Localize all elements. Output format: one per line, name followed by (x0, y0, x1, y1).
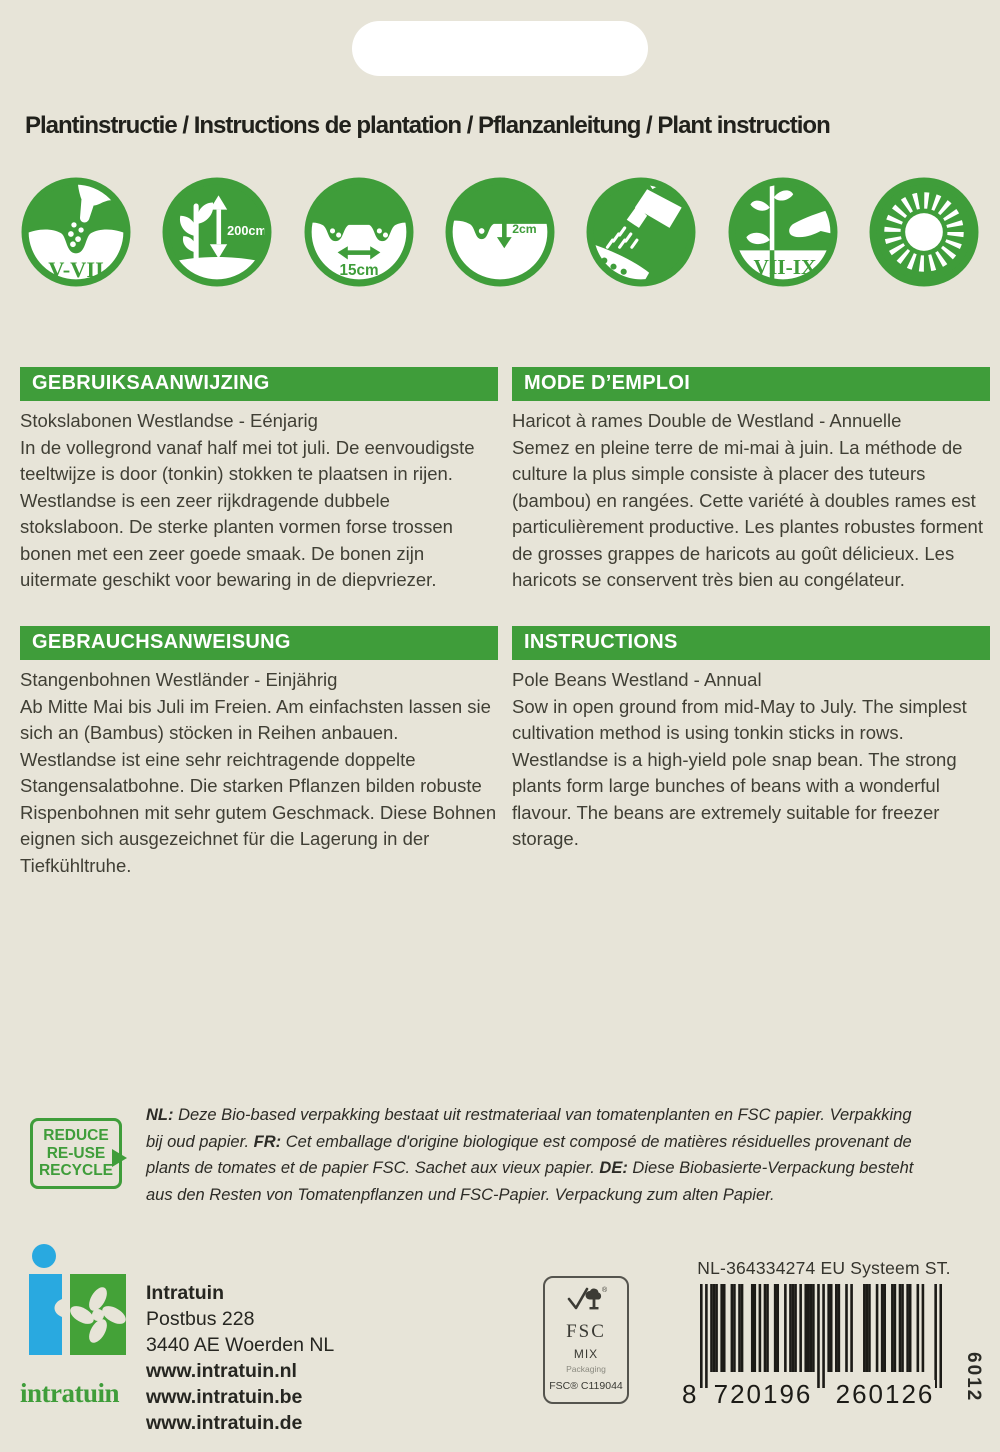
instruction-block-en (512, 626, 990, 853)
recycle-badge-line: RECYCLE (38, 1162, 114, 1179)
barcode-digit-group2: 260126 (835, 1379, 935, 1409)
watering-icon (586, 177, 696, 287)
company-address (146, 1280, 334, 1436)
fsc-grade: MIX (573, 1347, 599, 1361)
barcode-block (682, 1258, 960, 1416)
instruction-block-de (20, 626, 498, 879)
svg-text:15cm: 15cm (339, 261, 379, 279)
company-website-nl: www.intratuin.nl (146, 1360, 297, 1382)
fsc-brand: FSC (566, 1321, 606, 1342)
company-name: Intratuin (146, 1282, 224, 1304)
recycle-badge-line: REDUCE (43, 1127, 109, 1144)
planting-icons-row (21, 177, 979, 287)
instruction-block-nl (20, 367, 498, 594)
barcode-digit-group1: 720196 (713, 1379, 813, 1409)
variety-line-en: Pole Beans Westland - Annual (512, 669, 762, 690)
body-text-en: Sow in open ground from mid-May to July. The simplest cultivation method is using tonkin sticks in rows. Westlandse is a high-yield pole snap bean. The strong plants form large bunches of beans with a wonderful flavour. The beans are extremely suitable for freezer storage. (512, 695, 967, 849)
company-address1: Postbus 228 (146, 1308, 255, 1330)
hang-hole (352, 21, 648, 76)
svg-text:V-VII: V-VII (48, 256, 104, 282)
sowing-period-icon (21, 177, 131, 287)
barcode-top-text: NL-364334274 EU Systeem ST. (697, 1258, 951, 1278)
body-text-de: Ab Mitte Mai bis Juli im Freien. Am einfachsten lassen sie sich an (Bambus) stöcken in Reihen anbauen. Westlandse ist eine sehr reichtragende doppelte Stangensalatbohne. Die starken Pflanzen bilden robuste Rispenbohnen mit sehr gutem Geschmack. Diese Bohnen eignen sich ausgezeichnet für die Lagerung in der Tiefkühltruhe. (20, 695, 497, 876)
fsc-license: FSC® C119044 (549, 1380, 623, 1392)
fsc-category: Packaging (566, 1364, 606, 1374)
intratuin-logo (22, 1243, 136, 1371)
barcode-bars (700, 1284, 942, 1392)
intratuin-wordmark: intratuin (20, 1378, 120, 1408)
sowing-depth-icon (445, 177, 555, 287)
block-header-en: INSTRUCTIONS (512, 626, 990, 660)
harvest-period-icon (728, 177, 838, 287)
recycle-badge (30, 1118, 122, 1189)
svg-text:200cm: 200cm (227, 223, 268, 239)
variety-line-de: Stangenbohnen Westländer - Einjährig (20, 669, 338, 690)
recycle-note: NL: Deze Bio-based verpakking bestaat uit restmateriaal van tomatenplanten en FSC papier. Verpakking bij oud papier. FR: Cet emballage d'origine biologique est composé de matières résiduelles provenant de plants de tomates et de papier FSC. Sachet aux vieux papier. DE: Diese Biobasierte-Verpackung besteht aus den Resten von Tomatenpflanzen und FSC-Papier. Verpackung zum alten Papier. (146, 1106, 914, 1204)
company-website-be: www.intratuin.be (146, 1386, 303, 1408)
barcode-side-code: 6012 (963, 1352, 984, 1403)
plant-spacing-icon (304, 177, 414, 287)
block-header-nl: GEBRUIKSAANWIJZING (20, 367, 498, 401)
fsc-label (543, 1276, 629, 1404)
svg-text:2cm: 2cm (512, 222, 537, 237)
company-address2: 3440 AE Woerden NL (146, 1334, 335, 1356)
body-text-nl: In de vollegrond vanaf half mei tot juli. De eenvoudigste teeltwijze is door (tonkin) stokken te plaatsen in rijen. Westlandse is een zeer rijkdragende dubbele stokslaboon. De sterke planten vormen forse trossen bonen met een zeer goede smaak. De bonen zijn uitermate geschikt voor bewaring in de diepvriezer. (20, 436, 475, 590)
svg-text:VII-IX: VII-IX (753, 254, 817, 279)
sunlight-icon (869, 177, 979, 287)
instruction-block-fr (512, 367, 990, 594)
block-header-fr: MODE D’EMPLOI (512, 367, 990, 401)
recycle-badge-line: RE-USE (46, 1144, 106, 1162)
variety-line-fr: Haricot à rames Double de Westland - Annuelle (512, 410, 902, 431)
svg-text:®: ® (602, 1287, 608, 1294)
plant-height-icon (162, 177, 272, 287)
block-header-de: GEBRAUCHSANWEISUNG (20, 626, 498, 660)
barcode-digit-lead: 8 (682, 1379, 697, 1409)
variety-line-nl: Stokslabonen Westlandse - Eénjarig (20, 410, 318, 431)
company-website-de: www.intratuin.de (146, 1412, 303, 1434)
page-title: Plantinstructie / Instructions de plantation / Pflanzanleitung / Plant instruction (25, 112, 830, 139)
body-text-fr: Semez en pleine terre de mi-mai à juin. La méthode de culture la plus simple consiste à placer des tuteurs (bambou) en rangées. Cette variété à doubles rames est particulièrement productive. Les plantes robustes forment de grosses grappes de haricots au goût délicieux. Les haricots se conservent très bien au congélateur. (512, 436, 983, 590)
fsc-tree-icon (564, 1285, 608, 1315)
